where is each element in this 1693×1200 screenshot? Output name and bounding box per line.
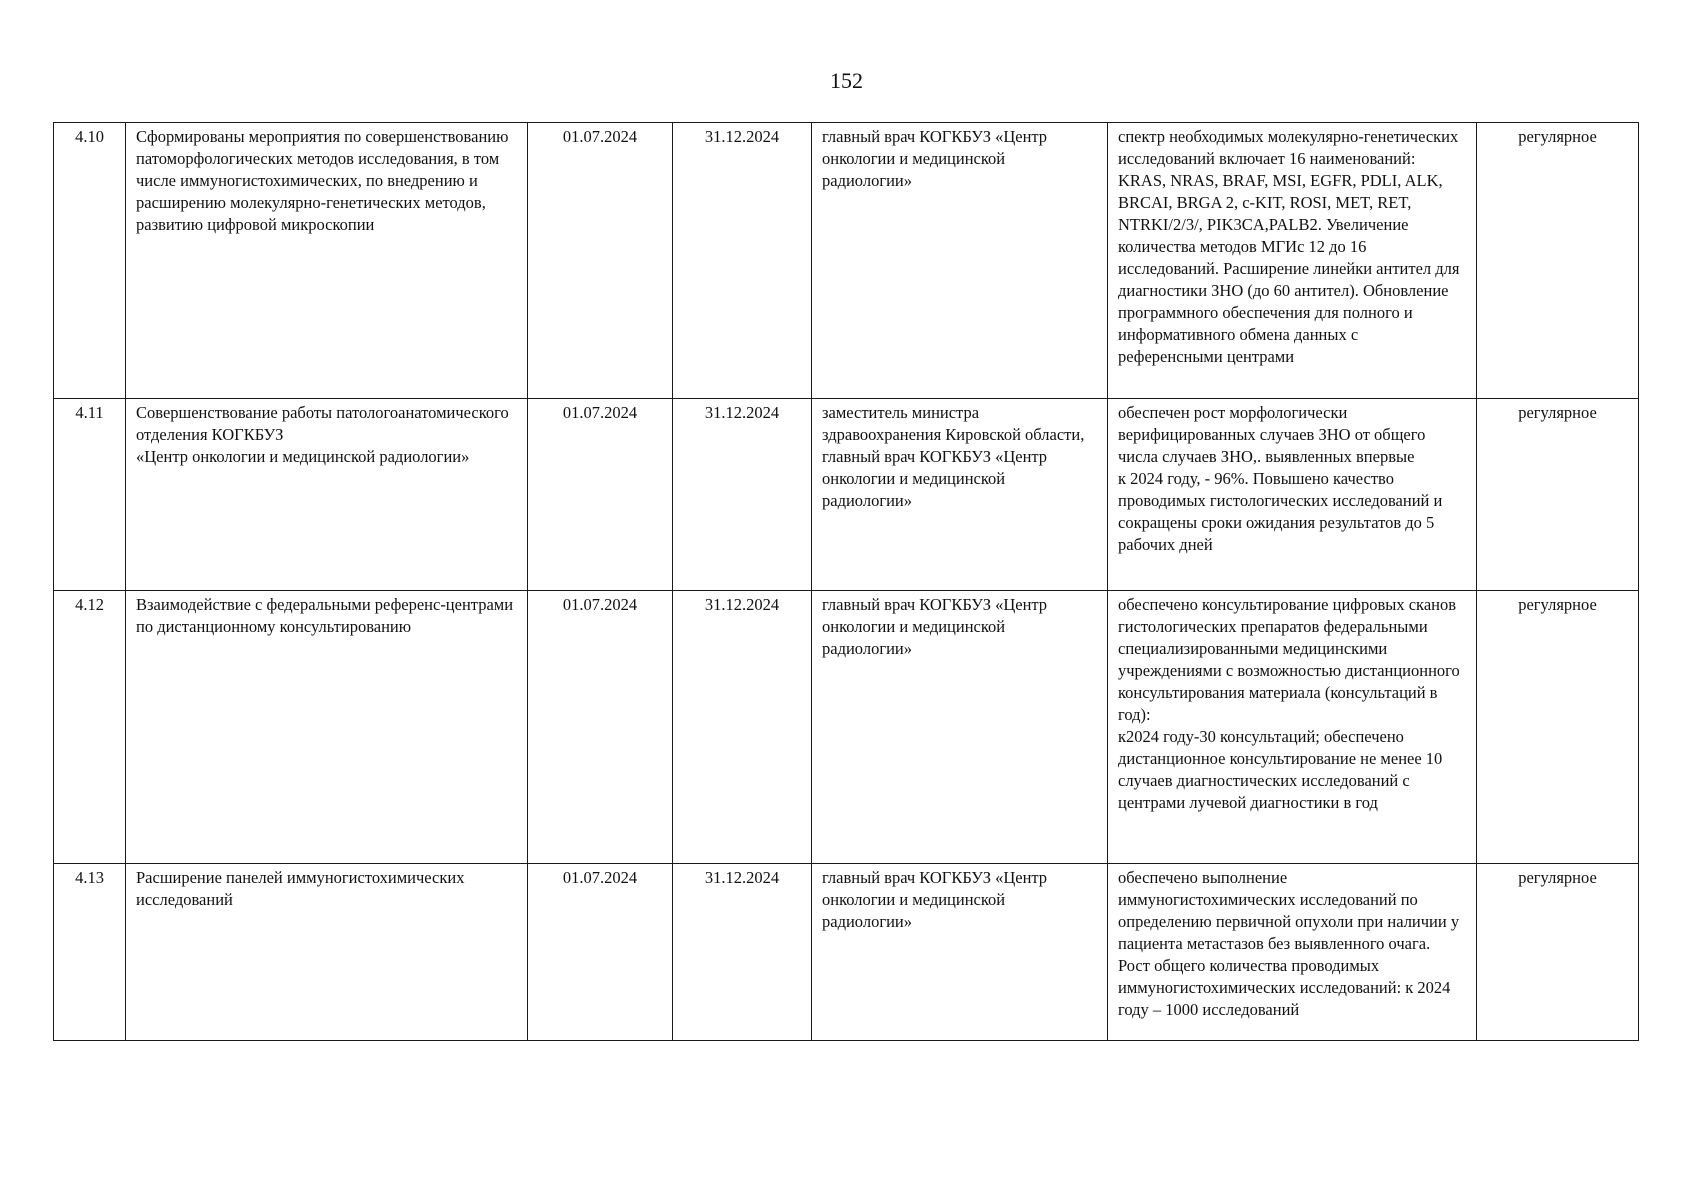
- table-row: [54, 399, 1639, 591]
- end-date: 31.12.2024: [673, 123, 812, 399]
- row-number: 4.10: [54, 123, 126, 399]
- start-date: 01.07.2024: [528, 123, 673, 399]
- start-date: 01.07.2024: [528, 399, 673, 591]
- responsible-person: главный врач КОГКБУЗ «Центр онкологии и медицинской радиологии»: [812, 123, 1108, 399]
- row-number: 4.13: [54, 864, 126, 1041]
- row-number: 4.11: [54, 399, 126, 591]
- expected-result: спектр необходимых молекулярно-генетических исследований включает 16 наименований: KRAS, NRAS, BRAF, MSI, EGFR, PDLI, ALK, BRCAI, BRGA 2, c-KIT, ROSI, MET, RET, NTRKI/2/3/, PIK3CA,PALB2. Увеличение количества методов МГИс 12 до 16 исследований. Расширение линейки антител для диагностики ЗНО (до 60 антител). Обновление программного обеспечения для полного и информативного обмена данных с референсными центрами: [1108, 123, 1477, 399]
- event-type: регулярное: [1477, 591, 1639, 864]
- event-description: Совершенствование работы патологоанатомического отделения КОГКБУЗ «Центр онкологии и медицинской радиологии»: [126, 399, 528, 591]
- responsible-person: заместитель министра здравоохранения Кировской области, главный врач КОГКБУЗ «Центр онкологии и медицинской радиологии»: [812, 399, 1108, 591]
- expected-result: обеспечено консультирование цифровых сканов гистологических препаратов федеральными специализированными медицинскими учреждениями с возможностью дистанционного консультирования материала (консультаций в год): к2024 году-30 консультаций; обеспечено дистанционное консультирование не менее 10 случаев диагностических исследований с центрами лучевой диагностики в год: [1108, 591, 1477, 864]
- start-date: 01.07.2024: [528, 591, 673, 864]
- end-date: 31.12.2024: [673, 591, 812, 864]
- end-date: 31.12.2024: [673, 399, 812, 591]
- event-type: регулярное: [1477, 864, 1639, 1041]
- start-date: 01.07.2024: [528, 864, 673, 1041]
- event-description: Расширение панелей иммуногистохимических исследований: [126, 864, 528, 1041]
- page-number: 152: [830, 68, 863, 93]
- event-description: Взаимодействие с федеральными референс-центрами по дистанционному консультированию: [126, 591, 528, 864]
- expected-result: обеспечен рост морфологически верифицированных случаев ЗНО от общего числа случаев ЗНО,. выявленных впервые к 2024 году, - 96%. Повышено качество проводимых гистологических исследований и сокращены сроки ожидания результатов до 5 рабочих дней: [1108, 399, 1477, 591]
- table-row: [54, 864, 1639, 1041]
- end-date: 31.12.2024: [673, 864, 812, 1041]
- responsible-person: главный врач КОГКБУЗ «Центр онкологии и медицинской радиологии»: [812, 864, 1108, 1041]
- event-type: регулярное: [1477, 123, 1639, 399]
- table-row: [54, 591, 1639, 864]
- responsible-person: главный врач КОГКБУЗ «Центр онкологии и медицинской радиологии»: [812, 591, 1108, 864]
- row-number: 4.12: [54, 591, 126, 864]
- table-row: [54, 123, 1639, 399]
- event-description: Сформированы мероприятия по совершенствованию патоморфологических методов исследования, в том числе иммуногистохимических, по внедрению и расширению молекулярно-генетических методов, развитию цифровой микроскопии: [126, 123, 528, 399]
- event-type: регулярное: [1477, 399, 1639, 591]
- plan-table: [53, 122, 1639, 1041]
- expected-result: обеспечено выполнение иммуногистохимических исследований по определению первичной опухоли при наличии у пациента метастазов без выявленного очага. Рост общего количества проводимых иммуногистохимических исследований: к 2024 году – 1000 исследований: [1108, 864, 1477, 1041]
